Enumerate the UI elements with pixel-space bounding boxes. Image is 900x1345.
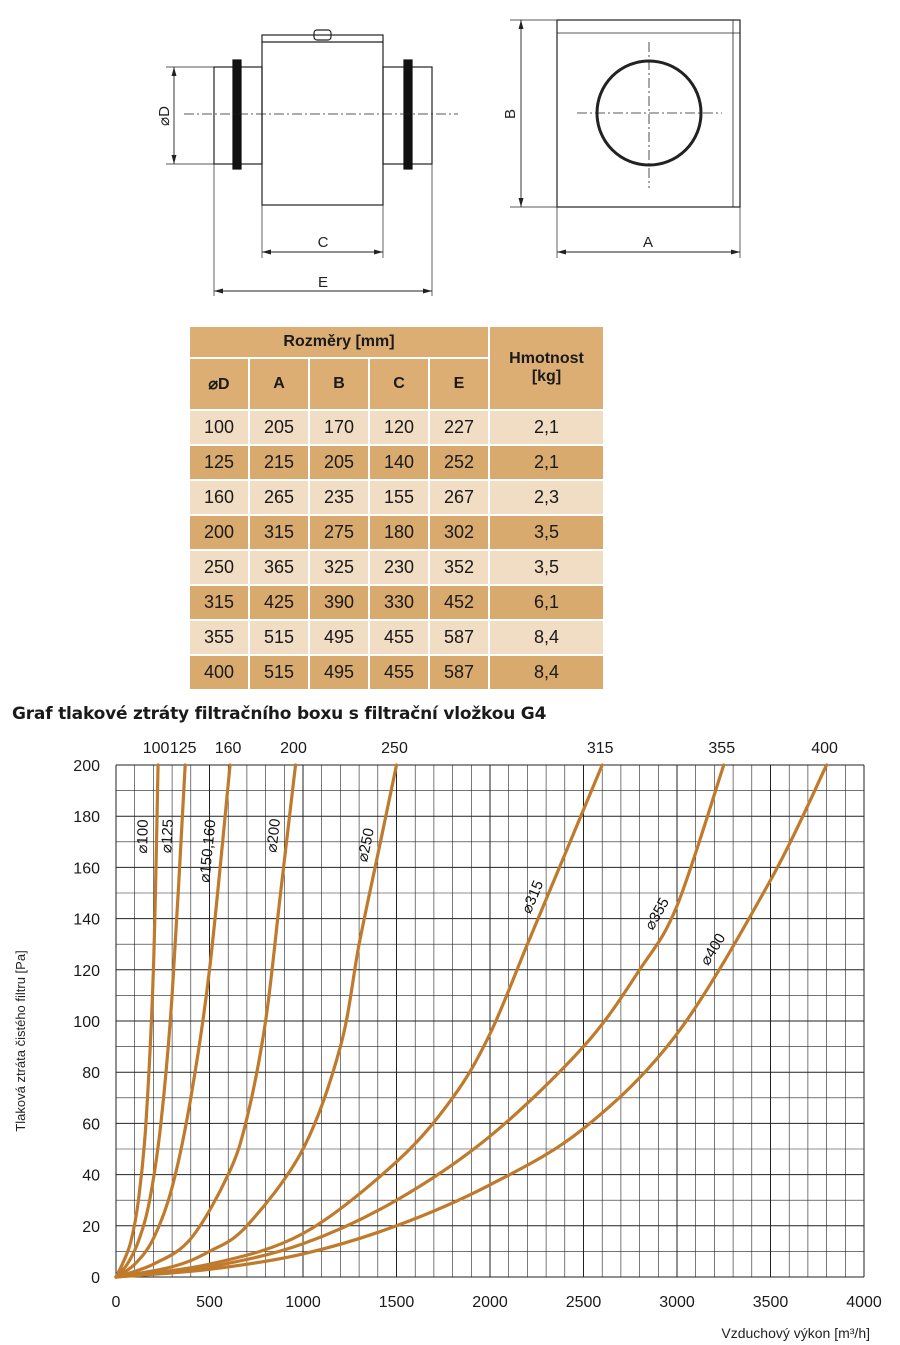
series-curve-label: ⌀315 bbox=[518, 878, 548, 917]
table-cell: 252 bbox=[430, 446, 488, 479]
table-cell: 275 bbox=[310, 516, 368, 549]
table-cell: 515 bbox=[250, 656, 308, 689]
c-dimension-label: C bbox=[317, 234, 329, 251]
table-cell: 227 bbox=[430, 411, 488, 444]
table-cell: 265 bbox=[250, 481, 308, 514]
left-gasket bbox=[233, 60, 241, 169]
x-tick-label: 2500 bbox=[565, 1294, 602, 1311]
table-cell: 235 bbox=[310, 481, 368, 514]
table-cell: 315 bbox=[190, 586, 248, 619]
table-row bbox=[190, 446, 603, 479]
table-cell: 365 bbox=[250, 551, 308, 584]
table-cell: 455 bbox=[370, 621, 428, 654]
y-tick-label: 160 bbox=[73, 860, 100, 878]
y-tick-label: 60 bbox=[82, 1116, 100, 1134]
front-view bbox=[510, 20, 740, 258]
table-cell: 2,1 bbox=[490, 411, 603, 444]
table-row bbox=[190, 411, 603, 444]
column-header-b: B bbox=[310, 359, 368, 409]
table-cell: 390 bbox=[310, 586, 368, 619]
y-tick-label: 200 bbox=[73, 758, 100, 775]
table-cell: 250 bbox=[190, 551, 248, 584]
table-cell: 120 bbox=[370, 411, 428, 444]
y-tick-label: 40 bbox=[82, 1167, 100, 1185]
side-view bbox=[166, 30, 458, 296]
table-row bbox=[190, 551, 603, 584]
dimension-table bbox=[188, 325, 605, 691]
table-row bbox=[190, 656, 603, 689]
table-cell: 455 bbox=[370, 656, 428, 689]
column-header-c: C bbox=[370, 359, 428, 409]
table-cell: 140 bbox=[370, 446, 428, 479]
series-curve-label: ⌀400 bbox=[697, 930, 730, 969]
y-tick-label: 80 bbox=[82, 1065, 100, 1083]
series-top-label: 100 bbox=[142, 740, 170, 757]
series-curve-label: ⌀355 bbox=[641, 894, 674, 933]
x-tick-label: 3500 bbox=[752, 1294, 789, 1311]
table-cell: 230 bbox=[370, 551, 428, 584]
table-cell: 302 bbox=[430, 516, 488, 549]
table-cell: 100 bbox=[190, 411, 248, 444]
table-cell: 425 bbox=[250, 586, 308, 619]
table-cell: 205 bbox=[250, 411, 308, 444]
series-curve-label: ⌀200 bbox=[263, 817, 285, 854]
table-cell: 352 bbox=[430, 551, 488, 584]
table-cell: 8,4 bbox=[490, 656, 603, 689]
dimensions-table bbox=[188, 325, 605, 691]
x-tick-label: 4000 bbox=[846, 1294, 882, 1311]
series-top-label: 125 bbox=[169, 740, 197, 757]
table-cell: 125 bbox=[190, 446, 248, 479]
table-cell: 170 bbox=[310, 411, 368, 444]
x-tick-label: 3000 bbox=[659, 1294, 695, 1311]
diameter-dimension-label: ⌀D bbox=[156, 106, 173, 126]
table-cell: 6,1 bbox=[490, 586, 603, 619]
table-cell: 495 bbox=[310, 656, 368, 689]
pressure-loss-chart bbox=[0, 730, 900, 1345]
table-cell: 2,3 bbox=[490, 481, 603, 514]
front-body bbox=[557, 20, 740, 207]
table-cell: 587 bbox=[430, 621, 488, 654]
table-cell: 495 bbox=[310, 621, 368, 654]
table-cell: 267 bbox=[430, 481, 488, 514]
table-cell: 515 bbox=[250, 621, 308, 654]
table-row bbox=[190, 586, 603, 619]
series-curve-label: ⌀250 bbox=[354, 826, 378, 864]
side-body bbox=[262, 35, 383, 205]
y-tick-label: 100 bbox=[73, 1014, 100, 1031]
table-cell: 8,4 bbox=[490, 621, 603, 654]
table-cell: 180 bbox=[370, 516, 428, 549]
table-cell: 160 bbox=[190, 481, 248, 514]
y-tick-label: 120 bbox=[73, 962, 100, 980]
series-top-label: 315 bbox=[586, 740, 614, 757]
x-tick-label: 0 bbox=[111, 1294, 121, 1311]
dimensions-group-header: Rozměry [mm] bbox=[190, 327, 488, 357]
x-tick-label: 1500 bbox=[378, 1294, 415, 1311]
table-cell: 330 bbox=[370, 586, 428, 619]
table-cell: 205 bbox=[310, 446, 368, 479]
series-curve-label: ⌀150,160 bbox=[196, 818, 220, 884]
weight-header-unit: [kg] bbox=[531, 368, 562, 385]
table-cell: 3,5 bbox=[490, 551, 603, 584]
series-top-label: 200 bbox=[280, 740, 307, 757]
e-dimension-label: E bbox=[317, 274, 329, 291]
x-tick-label: 2000 bbox=[472, 1294, 508, 1311]
table-cell: 2,1 bbox=[490, 446, 603, 479]
table-cell: 155 bbox=[370, 481, 428, 514]
series-top-label: 250 bbox=[381, 740, 408, 757]
table-cell: 452 bbox=[430, 586, 488, 619]
table-row bbox=[190, 516, 603, 549]
weight-header-title: Hmotnost bbox=[509, 350, 584, 367]
column-header-a: A bbox=[250, 359, 308, 409]
chart-title: Graf tlakové ztráty filtračního boxu s filtrační vložkou G4 bbox=[12, 704, 547, 724]
column-header-d: ⌀D bbox=[190, 359, 248, 409]
right-gasket bbox=[404, 60, 412, 169]
y-tick-label: 20 bbox=[82, 1218, 100, 1236]
series-top-label: 160 bbox=[214, 740, 242, 757]
series-top-label: 355 bbox=[708, 740, 736, 757]
x-tick-label: 500 bbox=[196, 1294, 223, 1311]
table-cell: 215 bbox=[250, 446, 308, 479]
y-tick-label: 180 bbox=[73, 809, 100, 827]
a-dimension-label: A bbox=[642, 234, 654, 251]
table-cell: 355 bbox=[190, 621, 248, 654]
x-axis-label: Vzduchový výkon [m³/h] bbox=[721, 1325, 870, 1341]
y-tick-label: 0 bbox=[91, 1270, 100, 1287]
table-cell: 587 bbox=[430, 656, 488, 689]
column-header-e: E bbox=[430, 359, 488, 409]
series-curve-label: ⌀100 bbox=[134, 819, 152, 854]
table-row bbox=[190, 481, 603, 514]
table-cell: 315 bbox=[250, 516, 308, 549]
weight-header bbox=[490, 327, 603, 409]
table-row bbox=[190, 621, 603, 654]
y-tick-label: 140 bbox=[73, 911, 100, 929]
table-body bbox=[190, 411, 603, 689]
x-tick-label: 1000 bbox=[285, 1294, 321, 1311]
table-cell: 400 bbox=[190, 656, 248, 689]
b-dimension-label: B bbox=[502, 108, 519, 120]
technical-drawings bbox=[0, 0, 900, 310]
series-top-label: 400 bbox=[811, 740, 838, 757]
series-curve-label: ⌀125 bbox=[158, 818, 178, 854]
y-axis-label: Tlaková ztráta čistého filtru [Pa] bbox=[13, 950, 28, 1132]
table-cell: 3,5 bbox=[490, 516, 603, 549]
table-cell: 200 bbox=[190, 516, 248, 549]
table-cell: 325 bbox=[310, 551, 368, 584]
